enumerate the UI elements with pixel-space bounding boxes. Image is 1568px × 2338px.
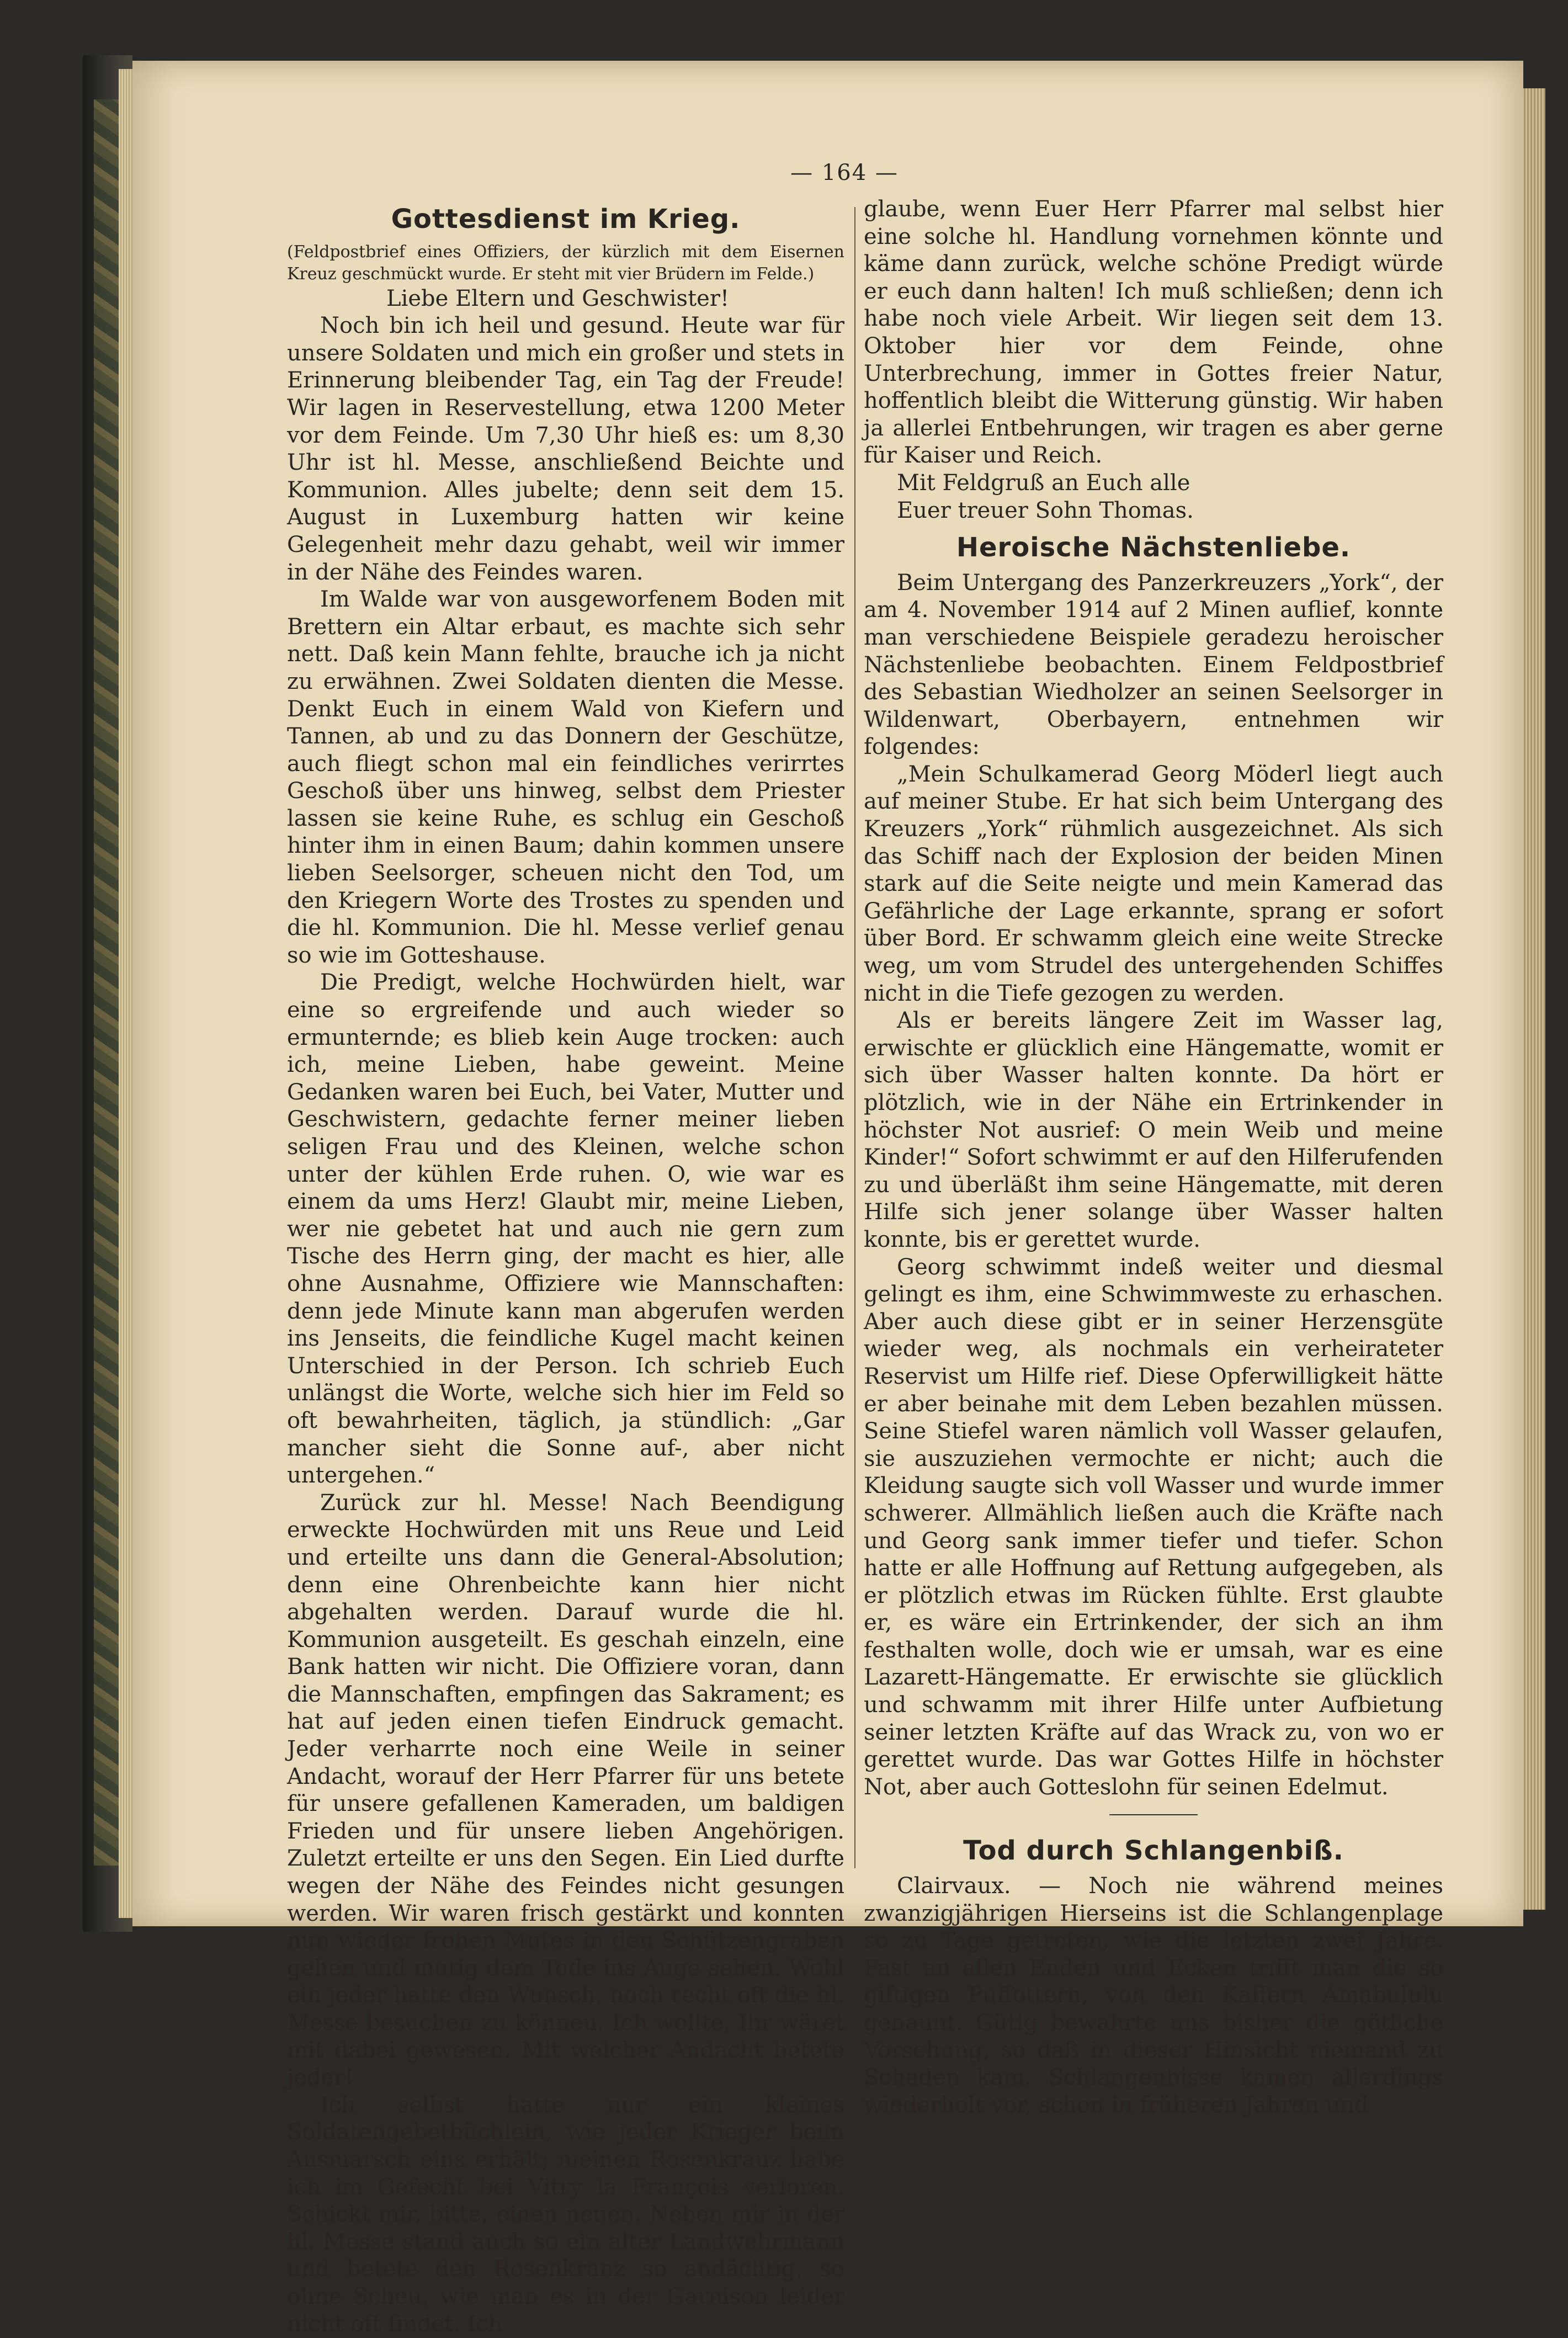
article-headline-schlangenbiss: Tod durch Schlangenbiß. [963, 1835, 1344, 1867]
paragraph: „Mein Schulkamerad Georg Möderl liegt auch auf meiner Stube. Er hat sich beim Untergang des Kreuzers „York“ rühmlich ausgezeichnet. Als sich das Schiff nach der Explosion der beiden Minen stark auf die Seite neigte und mein Kamerad das Gefährliche der Lage erkannte, sprang er sofort über Bord. Er schwamm gleich eine weite Strecke weg, um vom Strudel des untergehenden Schiffes nicht in die Tiefe gezogen zu werden. [864, 761, 1443, 1006]
paragraph: Beim Untergang des Panzerkreuzers „York“, der am 4. November 1914 auf 2 Minen auflief, konnte man verschiedene Beispiele geradezu heroischer Nächstenliebe beobachten. Einem Feldpostbrief des Sebastian Wiedholzer an seinen Seelsorger in Wildenwart, Oberbayern, entnehmen wir folgendes: [864, 570, 1443, 760]
column-divider [854, 207, 855, 1868]
paragraph: Noch bin ich heil und gesund. Heute war für unsere Soldaten und mich ein großer und stets in Erinnerung bleibender Tag, ein Tag der Freude! Wir lagen in Reservestellung, etwa 1200 Meter vor dem Feinde. Um 7,30 Uhr hieß es: um 8,30 Uhr ist hl. Messe, anschließend Beichte und Kommunion. Alles jubelte; denn seit dem 15. August in Luxemburg hatten wir keine Gelegenheit mehr dazu gehabt, weil wir immer in der Nähe des Feindes waren. [287, 313, 844, 585]
paragraph: Die Predigt, welche Hochwürden hielt, war eine so ergreifende und auch wieder so ermunternde; es blieb kein Auge trocken: auch ich, meine Lieben, habe geweint. Meine Gedanken waren bei Euch, bei Vater, Mutter und Geschwistern, gedachte ferner meiner lieben seligen Frau und des Kleinen, welche schon unter der kühlen Erde ruhen. O, wie war es einem da ums Herz! Glaubt mir, meine Lieben, wer nie gebetet hat und auch nie gern zum Tische des Herrn ging, der macht es hier, alle ohne Ausnahme, Offiziere wie Mannschaften: denn jede Minute kann man abgerufen werden ins Jenseits, die feindliche Kugel macht keinen Unterschied in der Person. Ich schrieb Euch unlängst die Worte, welche sich hier im Feld so oft bewahrheiten, täglich, ja stündlich: „Gar mancher sieht die Sonne auf-, aber nicht untergehen.“ [287, 970, 844, 1489]
article-headline-naechstenliebe: Heroische Nächstenliebe. [956, 532, 1351, 564]
section-divider [1109, 1814, 1198, 1815]
paragraph: Als er bereits längere Zeit im Wasser lag, erwischte er glücklich eine Hängematte, womit er sich über Wasser halten konnte. Da hört er plötzlich, wie in der Nähe ein Ertrinkender in höchster Not ausrief: O mein Weib und meine Kinder!“ Sofort schwimmt er auf den Hilferufenden zu und überläßt ihm seine Hängematte, mit deren Hilfe sich jener solange über Wasser halten konnte, bis er gerettet wurde. [864, 1008, 1443, 1252]
paragraph: Clairvaux. — Noch nie während meines zwanzigjährigen Hierseins ist die Schlangenplage so zu Tage getreten, wie die letzten zwei Jahre. Fast an allen Enden und Ecken trifft man die so giftigen Puffottern, von den Kaffern Amabululu genannt. Gütig bewahrte uns bisher die götliche Vorsehung, so daß in dieser Hinsicht niemand zu Schaden kam. Schlangenbisse kamen allerdings wiederholt vor, schon in früheren Jahren und [864, 1873, 1443, 2118]
letter-closing: Mit Feldgruß an Euch alle [897, 470, 1190, 496]
paragraph: Georg schwimmt indeß weiter und diesmal gelingt es ihm, eine Schwimmweste zu erhaschen. Aber auch diese gibt er in seiner Herzensgüte wieder weg, als nochmals ein verheirateter Reservist um Hilfe rief. Diese Opferwilligkeit hätte er aber beinahe mit dem Leben bezahlen müssen. Seine Stiefel waren nämlich voll Wasser gelaufen, sie auszuziehen vermochte er nicht; auch die Kleidung saugte sich voll Wasser und wurde immer schwerer. Allmählich ließen auch die Kräfte nach und Georg sank immer tiefer und tiefer. Schon hatte er alle Hoffnung auf Rettung aufgegeben, als er plötzlich etwas im Rücken fühlte. Erst glaubte er, es wäre ein Ertrinkender, der sich an ihm festhalten wolle, doch wie er umsah, war es eine Lazarett-Hängematte. Er erwischte sie glücklich und schwamm mit ihrer Hilfe unter Aufbietung seiner letzten Kräfte auf das Wrack zu, von wo er gerettet wurde. Das war Gottes Hilfe in höchster Not, aber auch Gotteslohn für seinen Edelmut. [864, 1254, 1443, 1800]
left-column [287, 196, 844, 2338]
article-headline-gottesdienst: Gottesdienst im Krieg. [391, 204, 741, 235]
paragraph: Im Walde war von ausgeworfenem Boden mit Brettern ein Altar erbaut, es machte sich sehr nett. Daß kein Mann fehlte, brauche ich ja nicht zu erwähnen. Zwei Soldaten dienten die Messe. Denkt Euch in einem Wald von Kiefern und Tannen, ab und zu das Donnern der Geschütze, auch fliegt schon mal ein feindliches verirrtes Geschoß über uns hinweg, selbst dem Priester lassen sie keine Ruhe, es schlug ein Geschoß hinter ihm in einen Baum; dahin kommen unsere lieben Seelsorger, scheuen nicht den Tod, um den Kriegern Worte des Trostes zu spenden und die hl. Kommunion. Die hl. Messe verlief genau so wie im Gotteshause. [287, 587, 844, 968]
letter-continuation: glaube, wenn Euer Herr Pfarrer mal selbst hier eine solche hl. Handlung vornehmen könnte und käme dann zurück, welche schöne Predigt würde er euch dann halten! Ich muß schließen; denn ich habe noch viele Arbeit. Wir liegen seit dem 13. Oktober hier vor dem Feinde, ohne Unterbrechung, immer in Gottes freier Natur, hoffentlich bleibt die Witterung günstig. Wir haben ja allerlei Entbehrungen, wir tragen es aber gerne für Kaiser und Reich. [864, 196, 1443, 469]
article-subheading: (Feldpostbrief eines Offiziers, der kürzlich mit dem Eisernen Kreuz geschmückt wurde. Er steht mit vier Brüdern im Felde.) [287, 242, 844, 284]
page-number: — 164 — [790, 160, 899, 185]
paragraph: Zurück zur hl. Messe! Nach Beendigung erweckte Hochwürden mit uns Reue und Leid und erteilte uns dann die General-Absolution; denn eine Ohrenbeichte kann hier nicht abgehalten werden. Darauf wurde die hl. Kommunion ausgeteilt. Es geschah einzeln, eine Bank hatten wir nicht. Die Offiziere voran, dann die Mannschaften, empfingen das Sakrament; es hat auf jeden einen tiefen Eindruck gemacht. Jeder verharrte noch eine Weile in seiner Andacht, worauf der Herr Pfarrer für uns betete für unsere gefallenen Kameraden, um baldigen Frieden und für unsere lieben Angehörigen. Zuletzt erteilte er uns den Segen. Ein Lied durfte wegen der Nähe des Feindes nicht gesungen werden. Wir waren frisch gestärkt und konnten nun wieder frohen Mutes in den Schützengraben gehen und mutig dem Tode ins Auge sehen. Wohl ein jeder hatte den Wunsch, noch recht oft die hl. Messe besuchen zu können. Ich wollte, Ihr wäret mit dabei gewesen. Mit welcher Andacht betete jeder! [287, 1490, 844, 2091]
letter-signature: Euer treuer Sohn Thomas. [897, 497, 1194, 523]
letter-greeting: Liebe Eltern und Geschwister! [386, 285, 730, 311]
right-column [864, 196, 1443, 2119]
paragraph: Ich selbst hatte nur ein kleines Soldatengebetbüchlein, wie jeder Krieger beim Ausmarsch eins erhält; meinen Rosenkranz habe ich im Gefecht bei Vitry la François verloren. Schickt mir, bitte, einen neuen. Neben mir in der hl. Messe stand auch so ein alter Landwehrmann und betete den Rosenkranz so andächtig, so ohne Scheu, wie man es in der Garnison leider nicht oft findet. Ich [287, 2092, 844, 2337]
